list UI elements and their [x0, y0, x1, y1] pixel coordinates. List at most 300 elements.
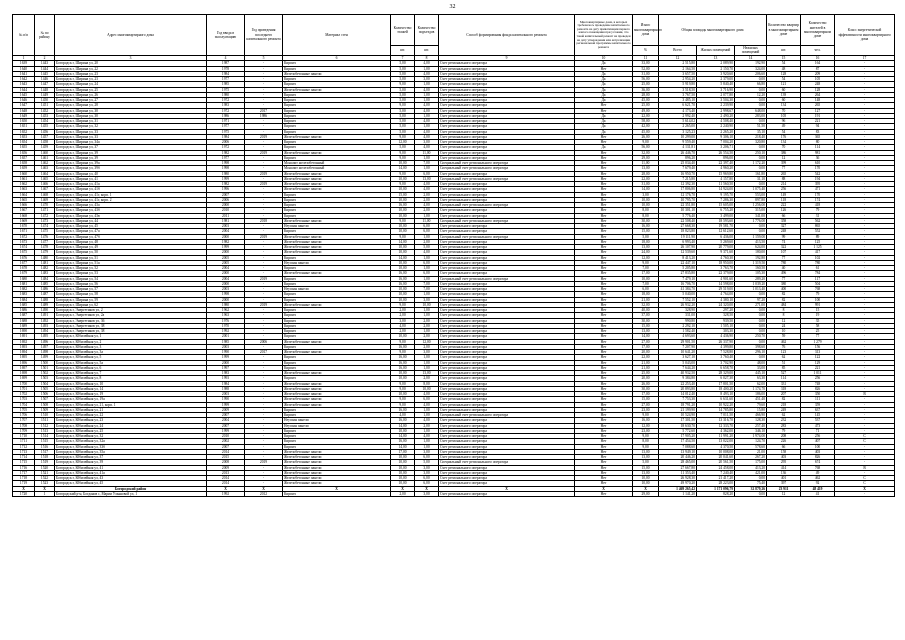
table-cell: Богородск г, Ширина ул, 31 — [55, 119, 207, 124]
table-cell: Нет — [575, 260, 633, 265]
table-cell: 6,00 — [415, 481, 439, 486]
table-cell: 2,00 — [415, 197, 439, 202]
table-cell: - — [835, 129, 895, 134]
table-cell: 1650 — [13, 119, 35, 124]
table-cell: 2,00 — [415, 208, 439, 213]
header-fund-method: Способ формирования фонда капитального ремонта — [439, 15, 575, 56]
table-cell: 1,00 — [415, 365, 439, 370]
table-cell: Счет регионального оператора — [439, 108, 575, 113]
table-cell: Счет регионального оператора — [439, 329, 575, 334]
column-number: 13 — [697, 55, 735, 61]
table-cell: 0,00 — [735, 308, 767, 313]
table-cell: 1708 — [13, 423, 35, 428]
table-cell: Кирпич — [283, 213, 391, 218]
table-cell: Нет — [575, 470, 633, 475]
table-cell: 87 — [801, 66, 835, 71]
table-cell: Кирпич — [283, 434, 391, 439]
table-cell: Специальный счет регионального оператора — [439, 218, 575, 223]
table-cell: Нет — [575, 166, 633, 171]
table-cell: Богородск г, Юбилейная ул, 24 — [55, 423, 207, 428]
table-cell: 0,00 — [735, 182, 767, 187]
table-cell: 100 — [801, 297, 835, 302]
table-cell: 1486 — [35, 287, 55, 292]
table-cell: 1703 — [13, 397, 35, 402]
table-cell: Нет — [575, 255, 633, 260]
table-cell: Нет — [575, 287, 633, 292]
table-cell: 4,00 — [415, 392, 439, 397]
table-cell: 9,00 — [391, 302, 415, 307]
table-cell: 2,00 — [415, 334, 439, 339]
table-cell: Специальный счет регионального оператора — [439, 203, 575, 208]
table-cell: 1976 — [207, 318, 245, 323]
table-cell: 22,00 — [633, 113, 659, 118]
table-cell: - — [245, 344, 283, 349]
table-cell: 41 — [801, 491, 835, 496]
table-cell: 1653 — [13, 134, 35, 139]
table-cell: 10,00 — [633, 276, 659, 281]
table-cell: Счет регионального оператора — [439, 449, 575, 454]
table-cell: 48,00 — [735, 360, 767, 365]
table-cell: Богородск г, Ширина ул, 30 — [55, 108, 207, 113]
table-cell: 1443 — [35, 61, 55, 66]
table-cell: 8,00 — [415, 381, 439, 386]
table-cell: 1501 — [35, 365, 55, 370]
table-cell: 54 — [767, 77, 801, 82]
table-cell: 5,00 — [391, 124, 415, 129]
table-cell: Неусиан панели — [283, 423, 391, 428]
table-cell: 58 — [801, 323, 835, 328]
table-cell: 15 — [801, 308, 835, 313]
table-cell: 14,00 — [633, 334, 659, 339]
table-cell: 25,00 — [633, 371, 659, 376]
table-cell: Богородск г, Ширина ул, 20 — [55, 61, 207, 66]
table-cell: Кирпич — [283, 140, 391, 145]
table-cell: 896,20 — [659, 155, 697, 160]
table-cell: 1 039,20 — [735, 281, 767, 286]
table-cell: 161,80 — [735, 171, 767, 176]
table-cell: 218,40 — [735, 134, 767, 139]
table-cell: 2019 — [245, 234, 283, 239]
table-cell: 2 077,80 — [697, 92, 735, 97]
table-cell: Нет — [575, 476, 633, 481]
table-cell: 1 582,40 — [659, 329, 697, 334]
table-cell: Кирпич — [283, 145, 391, 150]
table-cell: Богородск г, Юбилейная ул, 21 — [55, 407, 207, 412]
table-cell: Нет — [575, 413, 633, 418]
table-cell: 214 — [767, 182, 801, 187]
table-cell: Кирпич — [283, 155, 391, 160]
table-cell: 13,00 — [633, 329, 659, 334]
table-cell: 1655 — [13, 145, 35, 150]
table-cell: 10,00 — [391, 197, 415, 202]
table-cell: 4 508,40 — [697, 119, 735, 124]
table-cell: Богородск г, Ширина ул, 40 — [55, 171, 207, 176]
table-cell: Счет регионального оператора — [439, 323, 575, 328]
table-cell: 6,00 — [415, 476, 439, 481]
table-cell: 3 485,10 — [659, 98, 697, 103]
table-cell: 2003 — [207, 287, 245, 292]
table-cell: Нет — [575, 297, 633, 302]
table-cell: 20 041,60 — [697, 455, 735, 460]
table-cell: Счет регионального оператора — [439, 113, 575, 118]
table-cell: Железобетонные панели — [283, 239, 391, 244]
table-cell: 12 — [767, 155, 801, 160]
table-cell: 9,00 — [391, 171, 415, 176]
table-cell: 1720 — [13, 491, 35, 496]
header-area-living: Жилых помещений — [697, 46, 735, 56]
table-cell: 149 — [767, 192, 801, 197]
table-cell: 3 627,10 — [659, 355, 697, 360]
table-cell: 62 — [767, 355, 801, 360]
table-cell: 1454 — [35, 119, 55, 124]
table-cell: 10,00 — [391, 470, 415, 475]
table-cell: 12,00 — [633, 255, 659, 260]
table-cell: 5 919,80 — [659, 82, 697, 87]
table-cell: 15,00 — [633, 465, 659, 470]
table-cell: 61 — [801, 266, 835, 271]
table-cell: 398,60 — [735, 344, 767, 349]
table-cell: Счет регионального оператора — [439, 428, 575, 433]
table-cell: 1990 — [207, 350, 245, 355]
table-cell: 413,50 — [735, 239, 767, 244]
header-area-total: Всего — [659, 46, 697, 56]
table-cell: Да — [575, 61, 633, 66]
table-cell: 7 011,50 — [697, 413, 735, 418]
table-cell: 21 199,90 — [659, 407, 697, 412]
table-cell: 9,00 — [391, 103, 415, 108]
header-walls: Материал стен — [283, 15, 391, 56]
table-cell: 175,00 — [735, 460, 767, 465]
table-cell: 3 504,30 — [697, 98, 735, 103]
table-cell: Счет регионального оператора — [439, 439, 575, 444]
table-cell: - — [835, 171, 895, 176]
table-cell: Богородск г, Ширина ул, 22 — [55, 66, 207, 71]
total-cell-x1: X — [13, 486, 35, 491]
table-cell: 89 — [801, 234, 835, 239]
table-cell: 897,80 — [735, 197, 767, 202]
table-cell: 10 524,90 — [659, 413, 697, 418]
table-cell: 15 605,00 — [697, 203, 735, 208]
table-cell: 1696 — [13, 360, 35, 365]
table-cell: 1982 — [207, 239, 245, 244]
table-cell: - — [835, 134, 895, 139]
table-cell: 1517 — [35, 449, 55, 454]
table-cell: Счет регионального оператора — [439, 239, 575, 244]
table-cell: 1476 — [35, 234, 55, 239]
table-cell: 7,00 — [415, 281, 439, 286]
table-cell: 1493 — [35, 323, 55, 328]
table-cell: 0,00 — [735, 313, 767, 318]
total-cell-energy: X — [835, 486, 895, 491]
header-energy-class: Класс энергетической эффективности многоквартирного дома — [835, 15, 895, 56]
table-cell: 128,30 — [735, 418, 767, 423]
table-cell: Железобетонные панели — [283, 339, 391, 344]
table-cell: 1,00 — [415, 355, 439, 360]
table-cell: Богородск г, Ширина ул, 53 — [55, 271, 207, 276]
table-cell: 17 301,50 — [659, 418, 697, 423]
table-cell: 14,00 — [391, 239, 415, 244]
table-cell: 16,00 — [391, 271, 415, 276]
table-cell: 1700 — [13, 381, 35, 386]
table-cell: 156 — [801, 344, 835, 349]
table-cell: - — [245, 371, 283, 376]
table-cell: Богородск г, Юбилейная ул, 32а — [55, 439, 207, 444]
table-cell: 0,00 — [735, 87, 767, 92]
table-cell: 768 — [801, 287, 835, 292]
table-cell: 25,00 — [633, 82, 659, 87]
table-cell: Кирпич — [283, 77, 391, 82]
table-cell: - — [245, 224, 283, 229]
table-cell: Богородск г, Юбилейная ул, 8 — [55, 376, 207, 381]
table-cell: 5 772,60 — [659, 428, 697, 433]
table-body — [13, 61, 895, 497]
table-cell: Нет — [575, 197, 633, 202]
table-cell: 16,00 — [391, 281, 415, 286]
table-cell: 74 — [767, 239, 801, 244]
table-cell: 14,00 — [391, 166, 415, 171]
table-cell: 10,00 — [391, 208, 415, 213]
unit-flats: шт. — [767, 46, 801, 56]
table-cell: Счет регионального оператора — [439, 444, 575, 449]
table-cell: Счет регионального оператора — [439, 192, 575, 197]
table-cell: 981 — [801, 150, 835, 155]
table-cell: 1485 — [35, 281, 55, 286]
table-cell: Богородск г, Ширина ул, 39 — [55, 155, 207, 160]
table-cell: 54 — [767, 61, 801, 66]
table-cell: 16,00 — [391, 360, 415, 365]
table-cell: Нет — [575, 271, 633, 276]
table-cell: 16,00 — [633, 224, 659, 229]
table-cell: Счет регионального оператора — [439, 313, 575, 318]
table-cell: 1983 — [207, 371, 245, 376]
table-cell: Нет — [575, 161, 633, 166]
table-cell: 24,00 — [633, 250, 659, 255]
table-cell: 9 559,40 — [659, 140, 697, 145]
table-cell: - — [835, 460, 895, 465]
table-cell: 358 — [767, 218, 801, 223]
table-cell: 6 631,60 — [697, 397, 735, 402]
table-cell: 1963 — [207, 313, 245, 318]
table-cell: - — [835, 276, 895, 281]
table-cell: Нет — [575, 344, 633, 349]
table-cell: - — [835, 182, 895, 187]
table-cell: Богородск г, Ширина ул, 48 — [55, 239, 207, 244]
table-cell: 9 384,80 — [659, 376, 697, 381]
table-cell: 1980 — [207, 92, 245, 97]
table-cell: Нет — [575, 229, 633, 234]
table-cell: 13,00 — [633, 166, 659, 171]
total-cell-pct: X — [633, 486, 659, 491]
column-number: 12 — [659, 55, 697, 61]
table-cell: 88 — [767, 176, 801, 181]
header-total-area: Общая площадь многоквартирного дома — [659, 15, 767, 46]
table-cell: - — [835, 255, 895, 260]
table-cell: 0,00 — [735, 476, 767, 481]
table-cell: 22 447,10 — [659, 260, 697, 265]
table-cell: Кирпич — [283, 82, 391, 87]
table-cell: 527 — [767, 371, 801, 376]
table-cell: 0,00 — [735, 339, 767, 344]
table-cell: Богородск г, Ширина ул, 41г, корп. 1 — [55, 192, 207, 197]
table-cell: 1982 — [207, 182, 245, 187]
table-cell: 1718 — [13, 476, 35, 481]
table-cell: 1977 — [207, 77, 245, 82]
table-cell: 13,00 — [415, 371, 439, 376]
table-cell: 1458 — [35, 140, 55, 145]
table-cell: 206,60 — [735, 71, 767, 76]
table-cell: Богородск г, Ширина ул, 43в — [55, 213, 207, 218]
table-cell: Счет регионального оператора — [439, 397, 575, 402]
table-cell: - — [835, 103, 895, 108]
table-cell: - — [245, 313, 283, 318]
table-cell: 19 111,90 — [659, 234, 697, 239]
table-cell: 6 993,40 — [659, 239, 697, 244]
table-cell: - — [835, 344, 895, 349]
table-cell: Богородск г, Ширина ул, 54 — [55, 276, 207, 281]
table-row — [13, 491, 895, 496]
table-cell: - — [835, 386, 895, 391]
table-cell: 3,00 — [415, 470, 439, 475]
table-cell: 2004 — [207, 229, 245, 234]
table-cell: 24 458,00 — [697, 465, 735, 470]
table-cell: 990,80 — [659, 318, 697, 323]
table-cell: 1446 — [35, 77, 55, 82]
table-cell: 12 333,70 — [697, 423, 735, 428]
table-cell: 4,00 — [415, 434, 439, 439]
table-cell: 134 — [767, 140, 801, 145]
table-cell: 6 658,70 — [697, 365, 735, 370]
table-cell: Богородск г, Энергетиков ул, 38 — [55, 323, 207, 328]
table-cell: Счет регионального оператора — [439, 318, 575, 323]
table-cell: 15,00 — [633, 323, 659, 328]
table-cell: 250,70 — [735, 334, 767, 339]
table-cell: - — [835, 271, 895, 276]
table-cell: Счет регионального оператора — [439, 418, 575, 423]
table-cell: 82 — [767, 397, 801, 402]
table-cell: 328,90 — [659, 308, 697, 313]
table-cell: Богородск г, Ширина ул, 33 — [55, 129, 207, 134]
table-cell: 2019 — [245, 302, 283, 307]
table-cell: Железобетонные панели — [283, 150, 391, 155]
table-cell: 1713 — [13, 449, 35, 454]
table-cell: Богородск г, Ширина ул, 45 — [55, 224, 207, 229]
table-cell: 145 — [801, 413, 835, 418]
table-cell: 96 — [767, 119, 801, 124]
table-cell: 1459 — [35, 145, 55, 150]
table-cell: 16,00 — [391, 439, 415, 444]
table-cell: 3 920,60 — [697, 71, 735, 76]
table-cell: Кирпич — [283, 98, 391, 103]
table-cell: 7 215,80 — [659, 176, 697, 181]
table-cell: Кирпич — [283, 192, 391, 197]
table-cell: 0,00 — [735, 491, 767, 496]
table-cell: - — [245, 465, 283, 470]
table-cell: Нет — [575, 329, 633, 334]
table-cell: Богородск г, Ширина ул, 62 — [55, 302, 207, 307]
table-cell: 1678 — [13, 266, 35, 271]
table-cell: - — [245, 407, 283, 412]
table-cell: 264 — [801, 92, 835, 97]
table-cell: 10,00 — [391, 260, 415, 265]
table-cell: 18 593,60 — [697, 218, 735, 223]
table-cell: 12,20 — [735, 92, 767, 97]
table-cell: - — [835, 92, 895, 97]
table-cell: 1508 — [35, 402, 55, 407]
table-cell: 221 — [801, 365, 835, 370]
table-cell: 1494 — [35, 329, 55, 334]
table-cell: Богородск г, Ширина ул, 39а — [55, 161, 207, 166]
total-cell-x3: X — [207, 486, 245, 491]
table-cell: Нет — [575, 250, 633, 255]
table-cell: - — [245, 418, 283, 423]
table-cell: Богородск г, Энергетиков ул, 2 — [55, 308, 207, 313]
table-cell: 1692 — [13, 339, 35, 344]
table-cell: 83 — [801, 129, 835, 134]
table-cell: - — [245, 381, 283, 386]
table-cell: 10 641,20 — [659, 350, 697, 355]
table-cell: 32,00 — [633, 302, 659, 307]
table-cell: - — [835, 208, 895, 213]
table-cell: 1503 — [35, 376, 55, 381]
table-cell: 5 043,00 — [659, 360, 697, 365]
table-cell: 10 299,00 — [659, 134, 697, 139]
table-cell: - — [245, 66, 283, 71]
header-floors: Количество этажей — [391, 15, 415, 46]
table-cell: Нет — [575, 350, 633, 355]
table-cell: 2017 — [245, 108, 283, 113]
table-cell: 10,00 — [391, 460, 415, 465]
table-cell: 2007 — [207, 423, 245, 428]
table-cell: 1695 — [13, 355, 35, 360]
table-cell: 1521 — [35, 470, 55, 475]
table-cell: Железобетонные панели — [283, 271, 391, 276]
table-cell: 18 630,70 — [659, 423, 697, 428]
table-cell: 4 173,40 — [659, 108, 697, 113]
table-cell: - — [245, 392, 283, 397]
table-cell: Богородск г, Юбилейная ул, 43 — [55, 476, 207, 481]
table-cell: 2019 — [245, 276, 283, 281]
table-cell: 8 413,20 — [659, 255, 697, 260]
table-cell: 22 253,40 — [659, 381, 697, 386]
header-year-built: Год ввода в эксплуатацию — [207, 15, 245, 56]
table-cell: 9 306,10 — [697, 134, 735, 139]
table-cell: 62,00 — [735, 381, 767, 386]
table-cell: Счет регионального оператора — [439, 61, 575, 66]
table-cell: Богородск г, Ширина ул, 25 — [55, 87, 207, 92]
table-cell: - — [245, 176, 283, 181]
column-number: 3 — [55, 55, 207, 61]
table-cell: 1,00 — [415, 92, 439, 97]
table-cell: 256 — [801, 434, 835, 439]
column-number: 17 — [835, 55, 895, 61]
unit-wear: % — [633, 46, 659, 56]
table-cell: 7 753,30 — [659, 397, 697, 402]
table-cell: Кирпич — [283, 329, 391, 334]
table-cell: 2004 — [207, 266, 245, 271]
table-cell: 1658 — [13, 161, 35, 166]
table-cell: 128 — [801, 87, 835, 92]
table-cell: 1499 — [35, 355, 55, 360]
table-cell: 9,00 — [633, 434, 659, 439]
table-cell: Богородск г, Юбилейная ул, 5 — [55, 355, 207, 360]
table-cell: 3,00 — [415, 140, 439, 145]
column-number: 15 — [767, 55, 801, 61]
table-cell: 22 397,40 — [697, 161, 735, 166]
table-cell: 129 — [801, 360, 835, 365]
table-cell: Нет — [575, 360, 633, 365]
table-cell: 2007 — [207, 413, 245, 418]
table-cell: 1,00 — [415, 98, 439, 103]
